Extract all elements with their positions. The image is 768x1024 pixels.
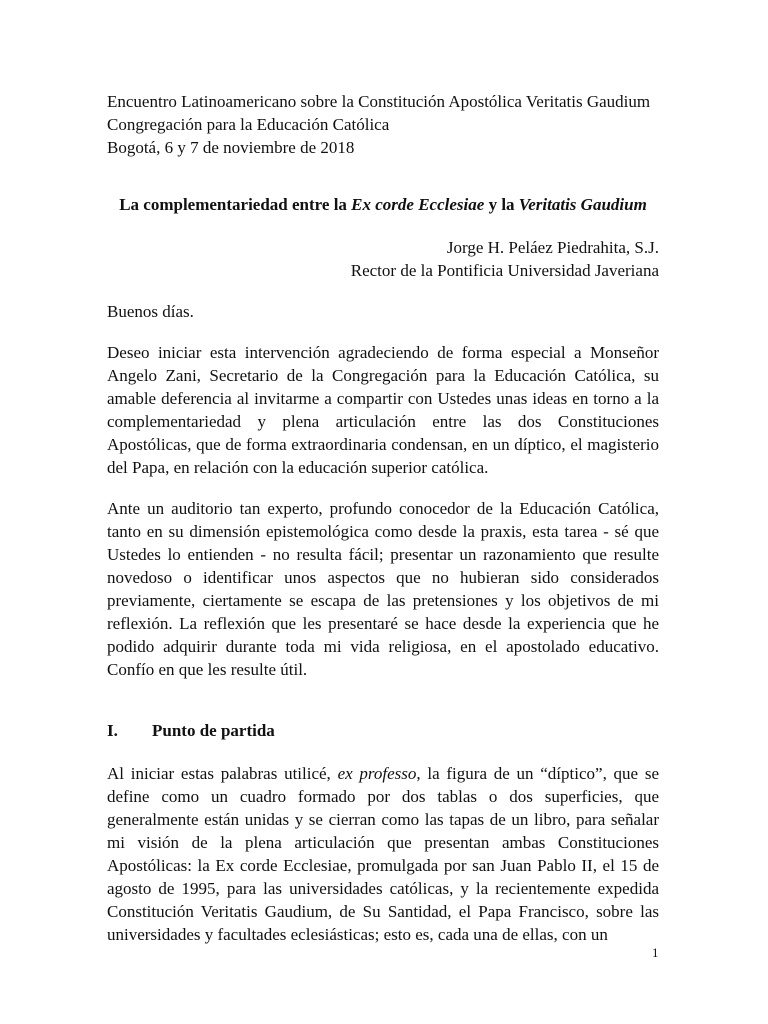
author-role: Rector de la Pontificia Universidad Javeriana [350, 261, 659, 280]
document-title [107, 193, 659, 216]
page-number: 1 [652, 945, 659, 960]
section-number: I. [107, 721, 118, 740]
section-heading [107, 719, 659, 742]
author-name: Jorge H. Peláez Piedrahita, S.J. [446, 238, 659, 257]
section-para-start: Al iniciar estas palabras utilicé, [107, 764, 338, 783]
paragraph-2: Ante un auditorio tan experto, profundo conocedor de la Educación Católica, tanto en su dimensión epistemológica como desde la praxis, esta tarea - sé que Ustedes lo entienden - no resulta fácil; presentar un razonamiento que resulte novedoso o identificar unos aspectos que no hubieran sido considerados previamente, ciertamente se escapa de las pretensiones y los objetivos de mi reflexión. La reflexión que les presentaré se hace desde la experiencia que he podido adquirir durante toda mi vida religiosa, en el apostolado educativo. Confío en que les resulte útil. [107, 499, 659, 679]
title-italic-1: Ex corde Ecclesiae [351, 195, 485, 214]
section-title: Punto de partida [152, 721, 275, 740]
document-body [107, 90, 659, 946]
title-italic-2: Veritatis Gaudium [518, 195, 647, 214]
organizer: Congregación para la Educación Católica [107, 115, 390, 134]
title-part-1: La complementariedad entre la [119, 195, 352, 214]
greeting: Buenos días. [107, 302, 194, 321]
paragraph-1: Deseo iniciar esta intervención agradeciendo de forma especial a Monseñor Angelo Zani, Secretario de la Congregación para la Educación Católica, su amable deferencia al invitarme a compartir con Ustedes unas ideas en torno a la complementariedad y plena articulación entre las dos Constituciones Apostólicas, que de forma extraordinaria condensan, en un díptico, el magisterio del Papa, en relación con la educación superior católica. [107, 343, 659, 477]
event-date: Bogotá, 6 y 7 de noviembre de 2018 [107, 138, 355, 157]
section-paragraph [107, 762, 659, 946]
event-header [107, 90, 659, 159]
author-block [107, 236, 659, 282]
event-name: Encuentro Latinoamericano sobre la Constitución Apostólica Veritatis Gaudium [107, 92, 651, 111]
title-part-2: y la [484, 195, 519, 214]
section-para-rest: , la figura de un “díptico”, que se define como un cuadro formado por dos tablas o dos superficies, que generalmente están unidas y se cierran como las tapas de un libro, para señalar mi visión de la plena articulación que presentan ambas Constituciones Apostólicas: la Ex corde Ecclesiae, promulgada por san Juan Pablo II, el 15 de agosto de 1995, para las universidades católicas, y la recientemente expedida Constitución Veritatis Gaudium, de Su Santidad, el Papa Francisco, sobre las universidades y facultades eclesiásticas; esto es, cada una de ellas, con un [107, 764, 660, 944]
section-para-italic: ex professo [337, 764, 417, 783]
